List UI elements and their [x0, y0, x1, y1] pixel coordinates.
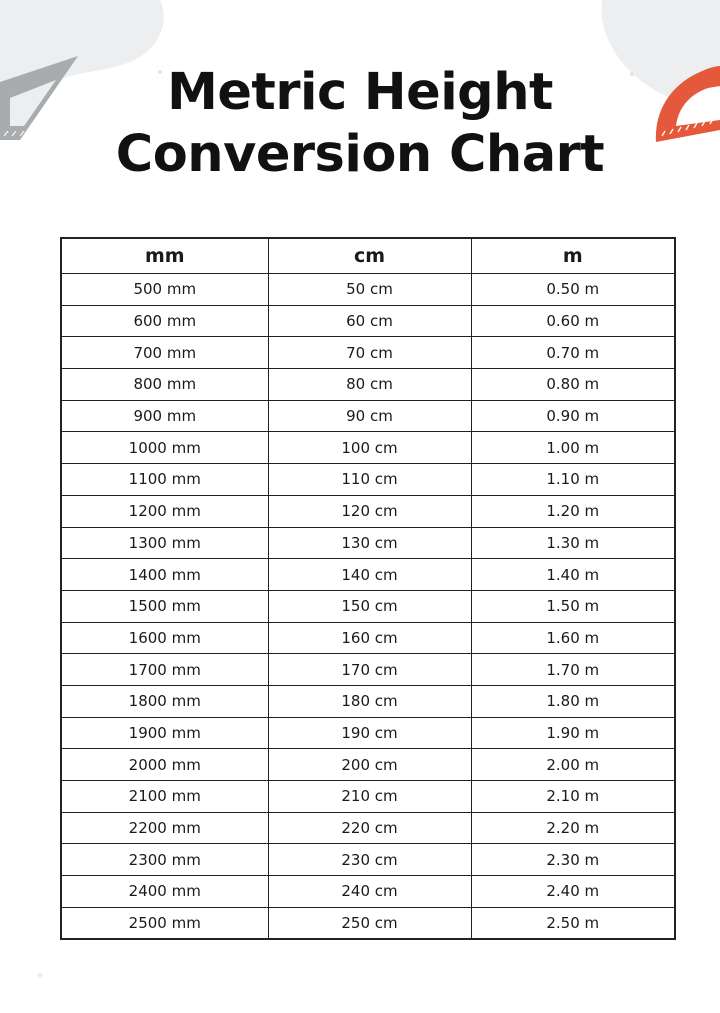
cell-cm: 50 cm — [268, 274, 471, 306]
table-row — [61, 337, 675, 369]
cell-cm: 250 cm — [268, 907, 471, 939]
cell-m: 1.10 m — [471, 464, 675, 496]
cell-mm: 800 mm — [61, 369, 268, 401]
cell-mm: 2300 mm — [61, 844, 268, 876]
cell-m: 2.30 m — [471, 844, 675, 876]
cell-mm: 600 mm — [61, 305, 268, 337]
cell-cm: 240 cm — [268, 876, 471, 908]
cell-mm: 1000 mm — [61, 432, 268, 464]
cell-cm: 100 cm — [268, 432, 471, 464]
table-row — [61, 590, 675, 622]
cell-mm: 1200 mm — [61, 495, 268, 527]
cell-cm: 170 cm — [268, 654, 471, 686]
cell-mm: 500 mm — [61, 274, 268, 306]
table-row — [61, 685, 675, 717]
cell-mm: 2100 mm — [61, 781, 268, 813]
table-row — [61, 527, 675, 559]
table-row — [61, 495, 675, 527]
cell-mm: 2000 mm — [61, 749, 268, 781]
cell-m: 2.40 m — [471, 876, 675, 908]
page-title — [0, 62, 720, 186]
cell-cm: 190 cm — [268, 717, 471, 749]
cell-mm: 1300 mm — [61, 527, 268, 559]
cell-mm: 2200 mm — [61, 812, 268, 844]
cell-cm: 210 cm — [268, 781, 471, 813]
table-row — [61, 432, 675, 464]
table-row — [61, 654, 675, 686]
cell-cm: 160 cm — [268, 622, 471, 654]
cell-cm: 90 cm — [268, 400, 471, 432]
cell-m: 1.50 m — [471, 590, 675, 622]
table-row — [61, 717, 675, 749]
table-row — [61, 369, 675, 401]
cell-cm: 230 cm — [268, 844, 471, 876]
cell-cm: 70 cm — [268, 337, 471, 369]
cell-cm: 110 cm — [268, 464, 471, 496]
cell-cm: 150 cm — [268, 590, 471, 622]
cell-m: 1.30 m — [471, 527, 675, 559]
cell-m: 0.50 m — [471, 274, 675, 306]
cell-mm: 1400 mm — [61, 559, 268, 591]
cell-m: 0.80 m — [471, 369, 675, 401]
cell-m: 1.40 m — [471, 559, 675, 591]
cell-mm: 1500 mm — [61, 590, 268, 622]
table-row — [61, 400, 675, 432]
cell-mm: 1100 mm — [61, 464, 268, 496]
header-m: m — [471, 238, 675, 274]
cell-mm: 700 mm — [61, 337, 268, 369]
cell-mm: 1700 mm — [61, 654, 268, 686]
cell-m: 1.20 m — [471, 495, 675, 527]
cell-mm: 1900 mm — [61, 717, 268, 749]
cell-m: 2.20 m — [471, 812, 675, 844]
page-title-line-2: Conversion Chart — [115, 125, 605, 184]
cell-cm: 200 cm — [268, 749, 471, 781]
cell-m: 2.00 m — [471, 749, 675, 781]
page-title-line-1: Metric Height — [167, 63, 553, 122]
cell-cm: 140 cm — [268, 559, 471, 591]
table-row — [61, 464, 675, 496]
header-mm: mm — [61, 238, 268, 274]
cell-m: 2.50 m — [471, 907, 675, 939]
cell-m: 1.90 m — [471, 717, 675, 749]
cell-m: 1.70 m — [471, 654, 675, 686]
table-row — [61, 876, 675, 908]
cell-m: 1.80 m — [471, 685, 675, 717]
cell-m: 1.60 m — [471, 622, 675, 654]
cell-mm: 2500 mm — [61, 907, 268, 939]
table-row — [61, 812, 675, 844]
cell-m: 0.70 m — [471, 337, 675, 369]
table-row — [61, 749, 675, 781]
cell-mm: 2400 mm — [61, 876, 268, 908]
cell-m: 0.60 m — [471, 305, 675, 337]
table-row — [61, 305, 675, 337]
cell-cm: 220 cm — [268, 812, 471, 844]
table-row — [61, 907, 675, 939]
cell-cm: 180 cm — [268, 685, 471, 717]
cell-cm: 80 cm — [268, 369, 471, 401]
cell-mm: 900 mm — [61, 400, 268, 432]
cell-cm: 130 cm — [268, 527, 471, 559]
table-row — [61, 274, 675, 306]
cell-cm: 60 cm — [268, 305, 471, 337]
table-row — [61, 622, 675, 654]
table-header-row — [61, 238, 675, 274]
cell-mm: 1600 mm — [61, 622, 268, 654]
cell-mm: 1800 mm — [61, 685, 268, 717]
cell-m: 2.10 m — [471, 781, 675, 813]
table-row — [61, 844, 675, 876]
header-cm: cm — [268, 238, 471, 274]
cell-m: 1.00 m — [471, 432, 675, 464]
cell-cm: 120 cm — [268, 495, 471, 527]
conversion-table — [60, 237, 676, 940]
cell-m: 0.90 m — [471, 400, 675, 432]
table-row — [61, 781, 675, 813]
table-row — [61, 559, 675, 591]
